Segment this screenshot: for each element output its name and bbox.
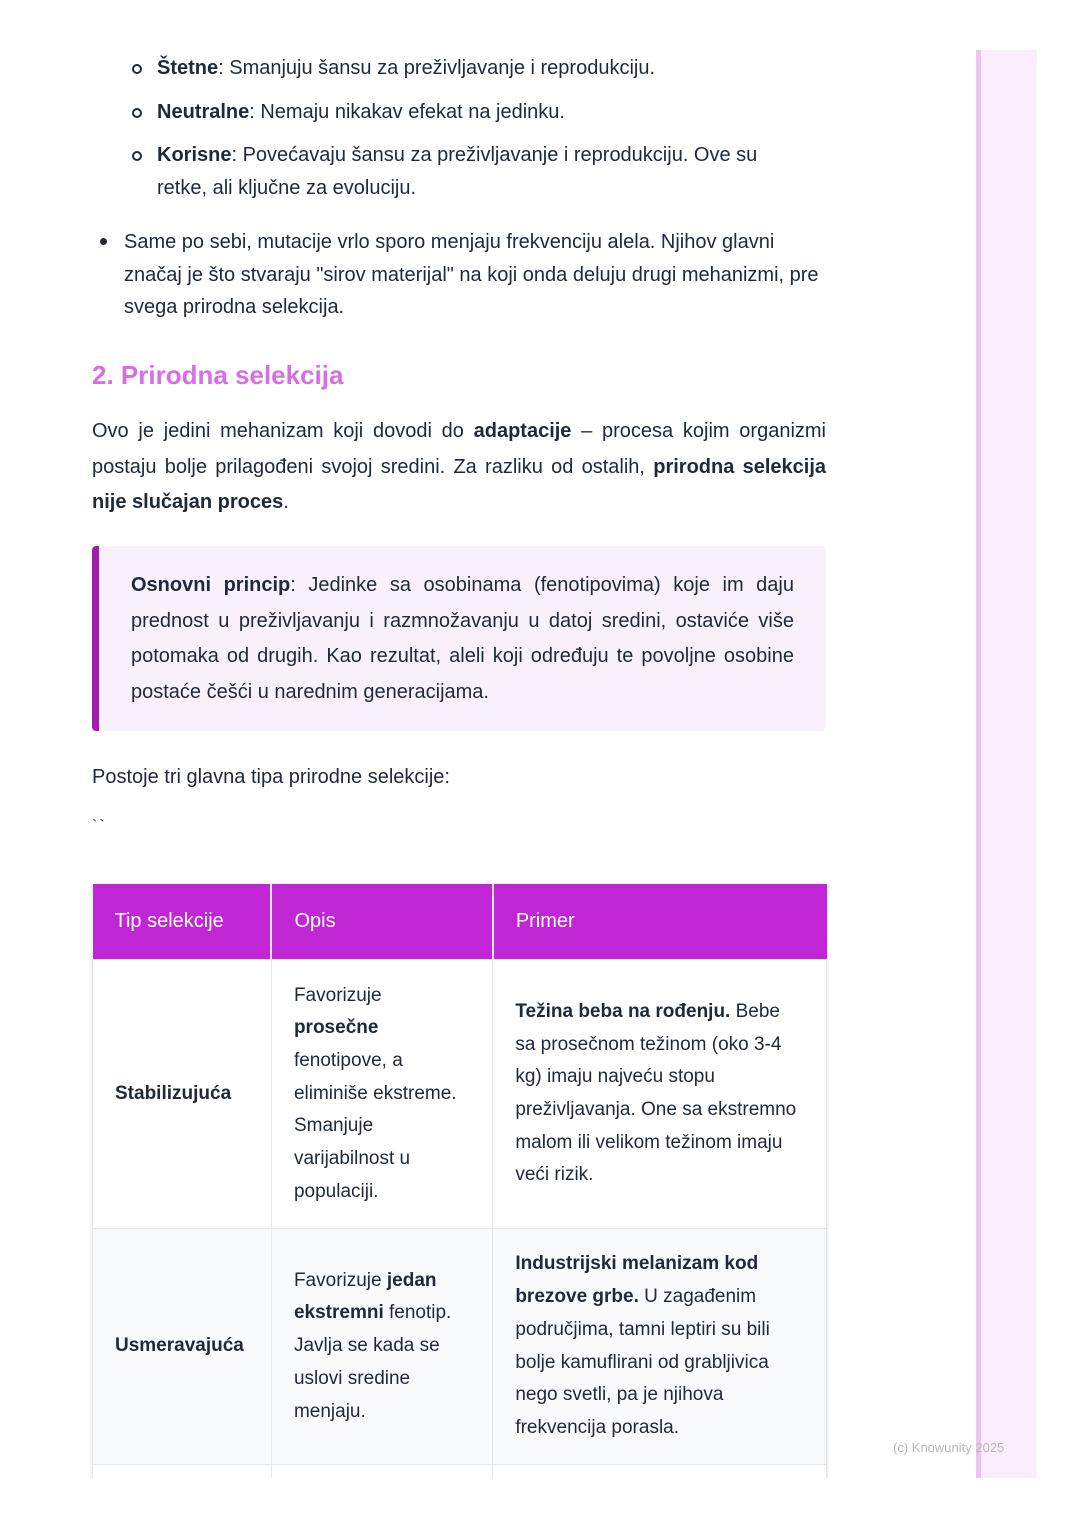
selection-types-table (92, 884, 827, 1505)
table-row (93, 960, 827, 1229)
description-cell: Favorizuje prosečne fenotipove, a eliminiše ekstreme. Smanjuje varijabilnost u populaciji. (271, 960, 492, 1229)
section-heading: 2. Prirodna selekcija (92, 360, 344, 390)
list-item: Štetne: Smanjuju šansu za preživljavanje i reprodukciju. (130, 52, 790, 85)
disc-bullet-icon (100, 238, 107, 245)
callout-text: Osnovni princip: Jedinke sa osobinama (fenotipovima) koje im daju prednost u preživljavanju i razmnožavanju u datoj sredini, ostaviće više potomaka od drugih. Kao rezultat, aleli koji određuju te povoljne osobine postaće češći u narednim generacijama. (131, 574, 794, 703)
principle-callout (92, 546, 826, 731)
circle-bullet-icon (132, 64, 142, 74)
list-item: Korisne: Povećavaju šansu za preživljavanje i reprodukciju. Ove su retke, ali ključne za evoluciju. (130, 139, 790, 204)
backticks-text: `` (92, 818, 107, 835)
column-header: Tip selekcije (93, 884, 272, 960)
column-header: Opis (271, 884, 492, 960)
selection-type-cell: Stabilizujuća (93, 960, 272, 1229)
list-item: Same po sebi, mutacije vrlo sporo menjaju frekvenciju alela. Njihov glavni značaj je što stvaraju "sirov materijal" na koji onda deluju drugi mehanizmi, pre svega prirodna selekcija. (98, 226, 828, 324)
list-item: Neutralne: Nemaju nikakav efekat na jedinku. (130, 96, 790, 129)
table-row (93, 1229, 827, 1465)
column-header: Primer (493, 884, 827, 960)
circle-bullet-icon (132, 108, 142, 118)
table-header-row (93, 884, 827, 960)
page-bottom-margin (0, 1478, 1080, 1528)
types-intro-paragraph: Postoje tri glavna tipa prirodne selekcije: (92, 766, 450, 788)
example-cell: Težina beba na rođenju. Bebe sa prosečnom težinom (oko 3-4 kg) imaju najveću stopu preživljavanja. One sa ekstremno malom ili velikom težinom imaju veći rizik. (493, 960, 827, 1229)
decorative-side-bar (976, 50, 1037, 1478)
bullet-list (98, 226, 828, 324)
intro-paragraph: Ovo je jedini mehanizam koji dovodi do adaptacije – procesa kojim organizmi postaju bolje prilagođeni svojoj sredini. Za razliku od ostalih, prirodna selekcija nije slučajan proces. (92, 420, 827, 513)
mutation-types-list (130, 52, 790, 215)
description-cell: Favorizuje jedan ekstremni fenotip. Javlja se kada se uslovi sredine menjaju. (271, 1229, 492, 1465)
copyright-footer: (c) Knowunity 2025 (893, 1440, 1005, 1455)
selection-type-cell: Usmeravajuća (93, 1229, 272, 1465)
circle-bullet-icon (132, 151, 142, 161)
example-cell: Industrijski melanizam kod brezove grbe. U zagađenim područjima, tamni leptiri su bili bolje kamuflirani od grabljivica nego svetli, pa je njihova frekvencija porasla. (493, 1229, 827, 1465)
